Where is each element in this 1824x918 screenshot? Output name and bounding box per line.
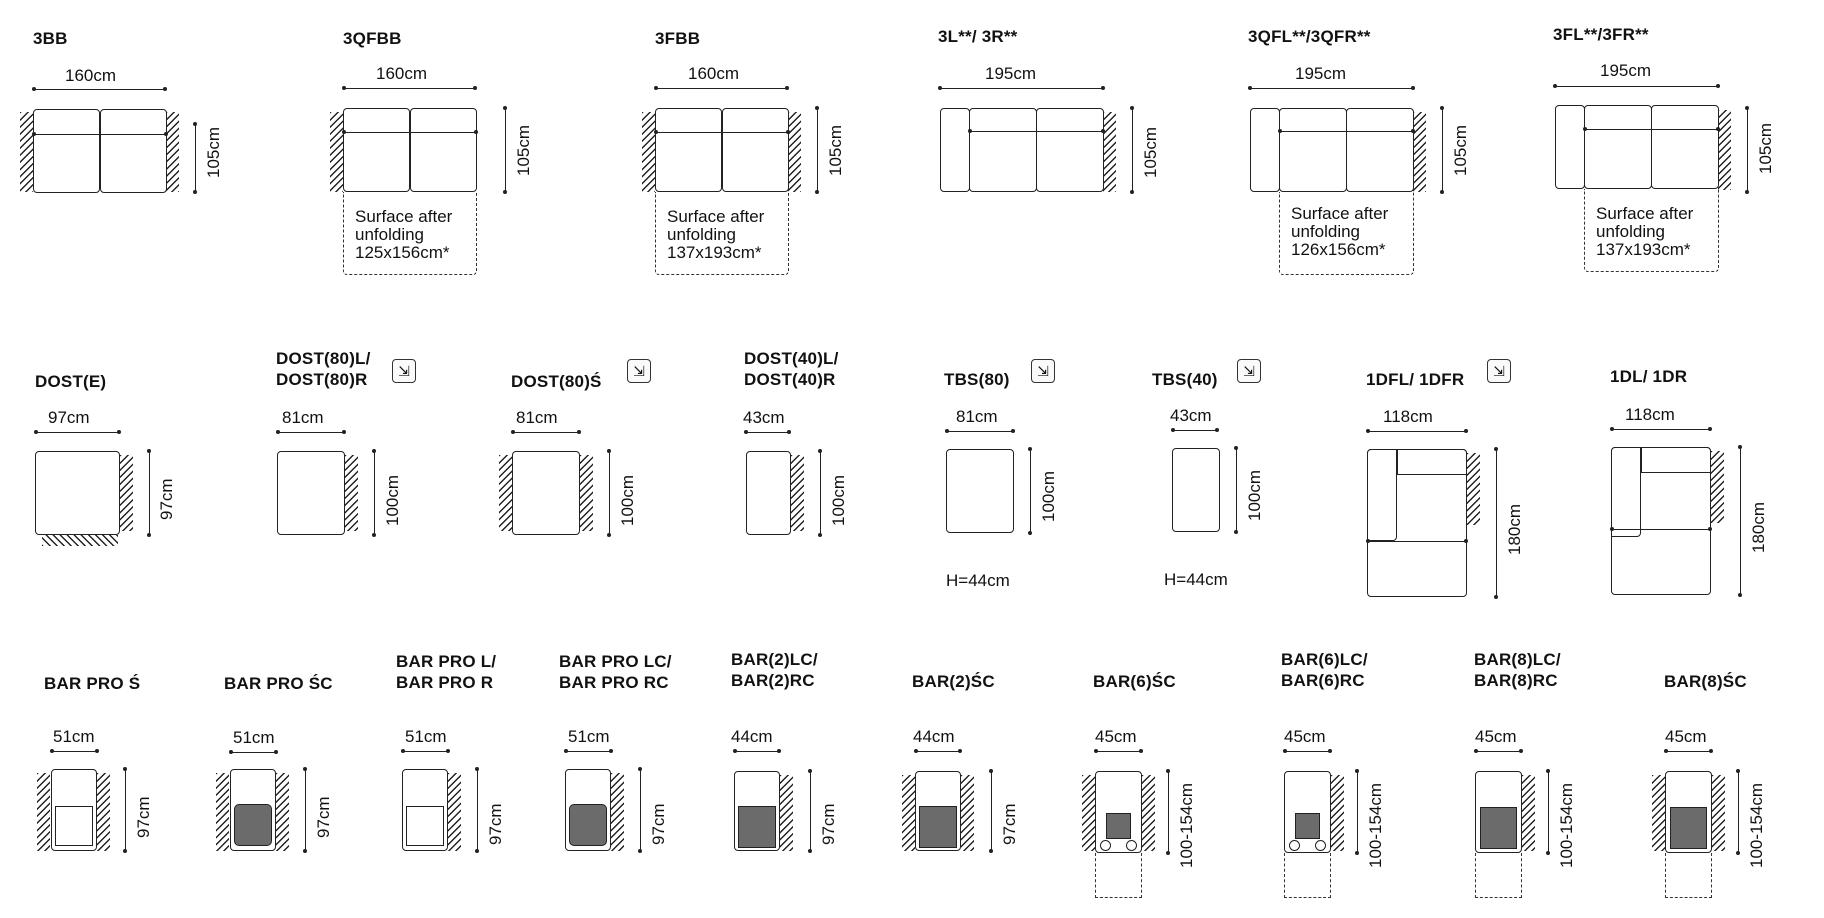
- width-dimension-line: [231, 752, 276, 753]
- module-code: 3QFBB: [343, 29, 402, 48]
- seat-module: [277, 451, 345, 535]
- wall-hatch: [1142, 775, 1155, 851]
- unfold-note-line: unfolding: [1596, 222, 1666, 241]
- depth-dimension-line: [1168, 771, 1169, 853]
- height-label: H=44cm: [1164, 570, 1228, 589]
- module-code: DOST(40)L/: [744, 349, 839, 368]
- armrest: [1250, 108, 1280, 192]
- chaise-seam: [1368, 541, 1466, 542]
- seat-module: [746, 451, 791, 535]
- width-dimension-line: [52, 751, 97, 752]
- depth-label: 100cm: [618, 474, 637, 526]
- width-label: 43cm: [1170, 406, 1212, 425]
- depth-label: 97cm: [649, 803, 668, 845]
- armrest: [940, 108, 970, 192]
- depth-label: 97cm: [157, 478, 176, 520]
- wheel-icon: [1126, 840, 1137, 851]
- depth-label: 180cm: [1505, 503, 1524, 555]
- depth-dimension-line: [1747, 108, 1748, 192]
- depth-dimension-line: [1132, 108, 1133, 192]
- module-code: BAR PRO LC/: [559, 652, 672, 671]
- wall-hatch: [1103, 112, 1116, 192]
- module-code: BAR(8)RC: [1474, 671, 1558, 690]
- wall-hatch: [902, 775, 915, 851]
- width-dimension-line: [916, 751, 960, 752]
- wall-hatch: [1718, 110, 1731, 190]
- depth-label: 105cm: [514, 124, 533, 176]
- depth-label: 105cm: [826, 124, 845, 176]
- depth-dimension-line: [1548, 771, 1549, 853]
- wall-hatch: [37, 773, 50, 851]
- wall-hatch: [276, 773, 289, 851]
- width-dimension-line: [36, 432, 119, 433]
- wall-hatch: [448, 773, 461, 851]
- unfold-note-line: Surface after: [1596, 204, 1694, 223]
- seat-module: [512, 451, 580, 535]
- width-label: 45cm: [1665, 727, 1707, 746]
- module-code: BAR(8)LC/: [1474, 650, 1561, 669]
- wall-hatch: [216, 773, 229, 851]
- wall-hatch: [961, 775, 974, 851]
- console-filled: [1295, 813, 1320, 839]
- depth-dimension-line: [1738, 771, 1739, 853]
- width-dimension-line: [1368, 431, 1466, 432]
- width-label: 45cm: [1284, 727, 1326, 746]
- width-label: 81cm: [282, 408, 324, 427]
- seat-module: [655, 108, 722, 192]
- width-label: 44cm: [913, 727, 955, 746]
- depth-dimension-line: [1442, 108, 1443, 192]
- wall-hatch: [788, 112, 801, 192]
- seat-module: [410, 108, 477, 192]
- wall-hatch: [1652, 775, 1665, 851]
- width-label: 195cm: [985, 64, 1037, 83]
- seat-module: [1279, 108, 1347, 192]
- depth-label: 97cm: [819, 803, 838, 845]
- backrest-line: [1280, 131, 1413, 132]
- width-dimension-line: [513, 432, 579, 433]
- module-code: 3L**/ 3R**: [938, 27, 1018, 46]
- module-code: 1DFL/ 1DFR: [1366, 370, 1465, 389]
- unfold-note-line: 125x156cm*: [355, 243, 450, 262]
- extension-outline: [1284, 853, 1331, 898]
- depth-dimension-line: [125, 769, 126, 851]
- width-label: 195cm: [1295, 64, 1347, 83]
- width-label: 195cm: [1600, 61, 1652, 80]
- unfold-note-line: unfolding: [1291, 222, 1361, 241]
- console-filled: [1106, 813, 1131, 839]
- module-code: BAR(2)LC/: [731, 650, 818, 669]
- seat-module: [969, 108, 1037, 192]
- module-code: 1DL/ 1DR: [1610, 367, 1688, 386]
- depth-label: 105cm: [204, 126, 223, 178]
- backrest-line: [1585, 129, 1718, 130]
- seat-module: [343, 108, 410, 192]
- recliner-function-icon: ⇲: [627, 359, 651, 383]
- wall-hatch: [791, 455, 804, 531]
- width-dimension-line: [1285, 751, 1330, 752]
- depth-dimension-line: [820, 451, 821, 535]
- wall-hatch: [1331, 775, 1344, 851]
- width-label: 160cm: [376, 64, 428, 83]
- height-label: H=44cm: [946, 571, 1010, 590]
- seat-module: [1346, 108, 1414, 192]
- depth-dimension-line: [1740, 447, 1741, 595]
- depth-dimension-line: [1030, 449, 1031, 533]
- width-label: 160cm: [65, 66, 117, 85]
- wall-hatch: [120, 455, 133, 531]
- width-label: 45cm: [1095, 727, 1137, 746]
- depth-dimension-line: [195, 124, 196, 192]
- wall-hatch: [1711, 451, 1724, 523]
- width-label: 51cm: [233, 728, 275, 747]
- wall-hatch: [1413, 112, 1426, 192]
- wall-hatch: [1082, 775, 1095, 851]
- width-label: 81cm: [956, 407, 998, 426]
- wall-hatch: [1522, 775, 1535, 851]
- recliner-function-icon: ⇲: [392, 359, 416, 383]
- module-code: BAR(2)RC: [731, 671, 815, 690]
- wall-hatch: [580, 455, 593, 531]
- wall-hatch: [1712, 775, 1725, 851]
- unfold-note-line: unfolding: [667, 225, 737, 244]
- width-dimension-line: [940, 88, 1103, 89]
- width-label: 118cm: [1625, 405, 1675, 424]
- table-module: [1172, 448, 1220, 532]
- depth-label: 100-154cm: [1366, 782, 1385, 868]
- console-filled: [569, 804, 607, 846]
- depth-label: 100cm: [1245, 469, 1264, 521]
- module-code: DOST(40)R: [744, 370, 836, 389]
- width-dimension-line: [1173, 430, 1217, 431]
- module-code: DOST(80)Ś: [511, 372, 602, 391]
- depth-label: 97cm: [134, 796, 153, 838]
- armrest: [1555, 105, 1585, 189]
- chaise-armrest: [1367, 449, 1397, 541]
- wall-hatch: [20, 112, 33, 192]
- width-dimension-line: [746, 432, 789, 433]
- wall-hatch: [166, 112, 179, 192]
- module-code: BAR(6)RC: [1281, 671, 1365, 690]
- module-code: BAR PRO ŚC: [224, 674, 333, 693]
- module-code: BAR PRO Ś: [44, 674, 141, 693]
- wheel-icon: [1100, 840, 1111, 851]
- width-label: 97cm: [48, 408, 90, 427]
- wall-hatch: [345, 455, 358, 531]
- wall-hatch: [330, 112, 343, 192]
- width-label: 43cm: [743, 408, 785, 427]
- module-code: BAR(8)ŚC: [1664, 672, 1747, 691]
- module-code: BAR(2)ŚC: [912, 672, 995, 691]
- module-code: 3FBB: [655, 29, 701, 48]
- width-dimension-line: [566, 751, 611, 752]
- depth-label: 180cm: [1749, 501, 1768, 553]
- corner-module: [35, 451, 120, 535]
- extension-outline: [1095, 853, 1142, 898]
- width-dimension-line: [1555, 86, 1718, 87]
- module-code: 3FL**/3FR**: [1553, 25, 1649, 44]
- depth-dimension-line: [1496, 449, 1497, 597]
- wall-hatch: [611, 773, 624, 851]
- width-dimension-line: [656, 88, 787, 89]
- recliner-function-icon: ⇲: [1031, 359, 1055, 383]
- depth-label: 100-154cm: [1177, 782, 1196, 868]
- width-dimension-line: [1096, 751, 1141, 752]
- depth-label: 97cm: [486, 803, 505, 845]
- backrest-line: [970, 131, 1103, 132]
- unfold-note-line: unfolding: [355, 225, 425, 244]
- chaise-armrest: [1611, 447, 1641, 537]
- width-dimension-line: [344, 88, 475, 89]
- width-dimension-line: [34, 89, 165, 90]
- seat-module: [722, 108, 789, 192]
- wall-hatch: [642, 112, 655, 192]
- depth-label: 100-154cm: [1557, 782, 1576, 868]
- console-filled: [919, 806, 957, 848]
- width-label: 160cm: [688, 64, 740, 83]
- width-label: 118cm: [1383, 407, 1433, 426]
- module-code: DOST(80)R: [276, 370, 368, 389]
- depth-label: 105cm: [1141, 126, 1160, 178]
- width-label: 51cm: [568, 727, 610, 746]
- seat-cushion: [406, 806, 444, 846]
- unfold-note-line: Surface after: [1291, 204, 1389, 223]
- width-dimension-line: [1476, 751, 1521, 752]
- width-label: 51cm: [53, 727, 95, 746]
- depth-label: 100cm: [383, 474, 402, 526]
- module-code: DOST(80)L/: [276, 349, 371, 368]
- depth-dimension-line: [477, 769, 478, 851]
- wall-hatch: [1467, 453, 1480, 525]
- width-dimension-line: [1250, 88, 1413, 89]
- width-dimension-line: [1666, 751, 1711, 752]
- wall-hatch: [97, 773, 110, 851]
- wall-hatch: [42, 535, 118, 546]
- depth-dimension-line: [810, 771, 811, 851]
- seat-module: [33, 109, 100, 193]
- console-filled: [1670, 807, 1707, 849]
- width-label: 81cm: [516, 408, 558, 427]
- module-code: BAR PRO L/: [396, 652, 497, 671]
- wheel-icon: [1289, 840, 1300, 851]
- unfold-note-line: Surface after: [355, 207, 453, 226]
- depth-label: 100-154cm: [1747, 782, 1766, 868]
- width-dimension-line: [278, 432, 344, 433]
- module-code: 3BB: [33, 29, 68, 48]
- depth-label: 105cm: [1756, 122, 1775, 174]
- width-label: 45cm: [1475, 727, 1517, 746]
- depth-label: 100cm: [829, 474, 848, 526]
- module-code: TBS(40): [1152, 370, 1218, 389]
- module-code: BAR PRO RC: [559, 673, 669, 692]
- extension-outline: [1665, 853, 1712, 898]
- width-dimension-line: [403, 751, 448, 752]
- depth-dimension-line: [640, 769, 641, 851]
- chaise-backrest: [1397, 449, 1467, 475]
- chaise-seam: [1612, 529, 1710, 530]
- wheel-icon: [1315, 840, 1326, 851]
- module-code: DOST(E): [35, 372, 107, 391]
- depth-dimension-line: [305, 769, 306, 851]
- width-label: 44cm: [731, 727, 773, 746]
- width-dimension-line: [947, 431, 1013, 432]
- depth-dimension-line: [149, 451, 150, 535]
- recliner-function-icon: ⇲: [1487, 359, 1511, 383]
- wall-hatch: [780, 775, 793, 851]
- console-filled: [1480, 807, 1517, 849]
- table-module: [946, 449, 1014, 533]
- depth-dimension-line: [1236, 448, 1237, 532]
- module-code: TBS(80): [944, 370, 1010, 389]
- seat-module: [1584, 105, 1652, 189]
- depth-dimension-line: [991, 771, 992, 851]
- width-dimension-line: [1612, 429, 1710, 430]
- depth-label: 97cm: [314, 796, 333, 838]
- unfold-note-line: Surface after: [667, 207, 765, 226]
- seat-module: [100, 109, 167, 193]
- depth-dimension-line: [1357, 771, 1358, 853]
- seat-module: [1036, 108, 1104, 192]
- width-label: 51cm: [405, 727, 447, 746]
- depth-label: 97cm: [1000, 803, 1019, 845]
- depth-dimension-line: [505, 108, 506, 192]
- width-dimension-line: [735, 751, 779, 752]
- backrest-line: [34, 134, 166, 135]
- depth-dimension-line: [374, 451, 375, 535]
- backrest-line: [656, 132, 788, 133]
- recliner-function-icon: ⇲: [1237, 359, 1261, 383]
- console-filled: [738, 806, 776, 848]
- module-code: BAR PRO R: [396, 673, 494, 692]
- depth-label: 105cm: [1451, 124, 1470, 176]
- unfold-note-line: 137x193cm*: [1596, 240, 1691, 259]
- console-filled: [234, 804, 272, 846]
- module-code: 3QFL**/3QFR**: [1248, 27, 1371, 46]
- wall-hatch: [499, 455, 512, 531]
- module-code: BAR(6)ŚC: [1093, 672, 1176, 691]
- module-code: BAR(6)LC/: [1281, 650, 1368, 669]
- seat-cushion: [55, 806, 93, 846]
- chaise-backrest: [1641, 447, 1711, 473]
- depth-label: 100cm: [1039, 470, 1058, 522]
- depth-dimension-line: [817, 108, 818, 192]
- extension-outline: [1475, 853, 1522, 898]
- unfold-note-line: 137x193cm*: [667, 243, 762, 262]
- backrest-line: [344, 132, 476, 133]
- seat-module: [1651, 105, 1719, 189]
- depth-dimension-line: [609, 451, 610, 535]
- unfold-note-line: 126x156cm*: [1291, 240, 1386, 259]
